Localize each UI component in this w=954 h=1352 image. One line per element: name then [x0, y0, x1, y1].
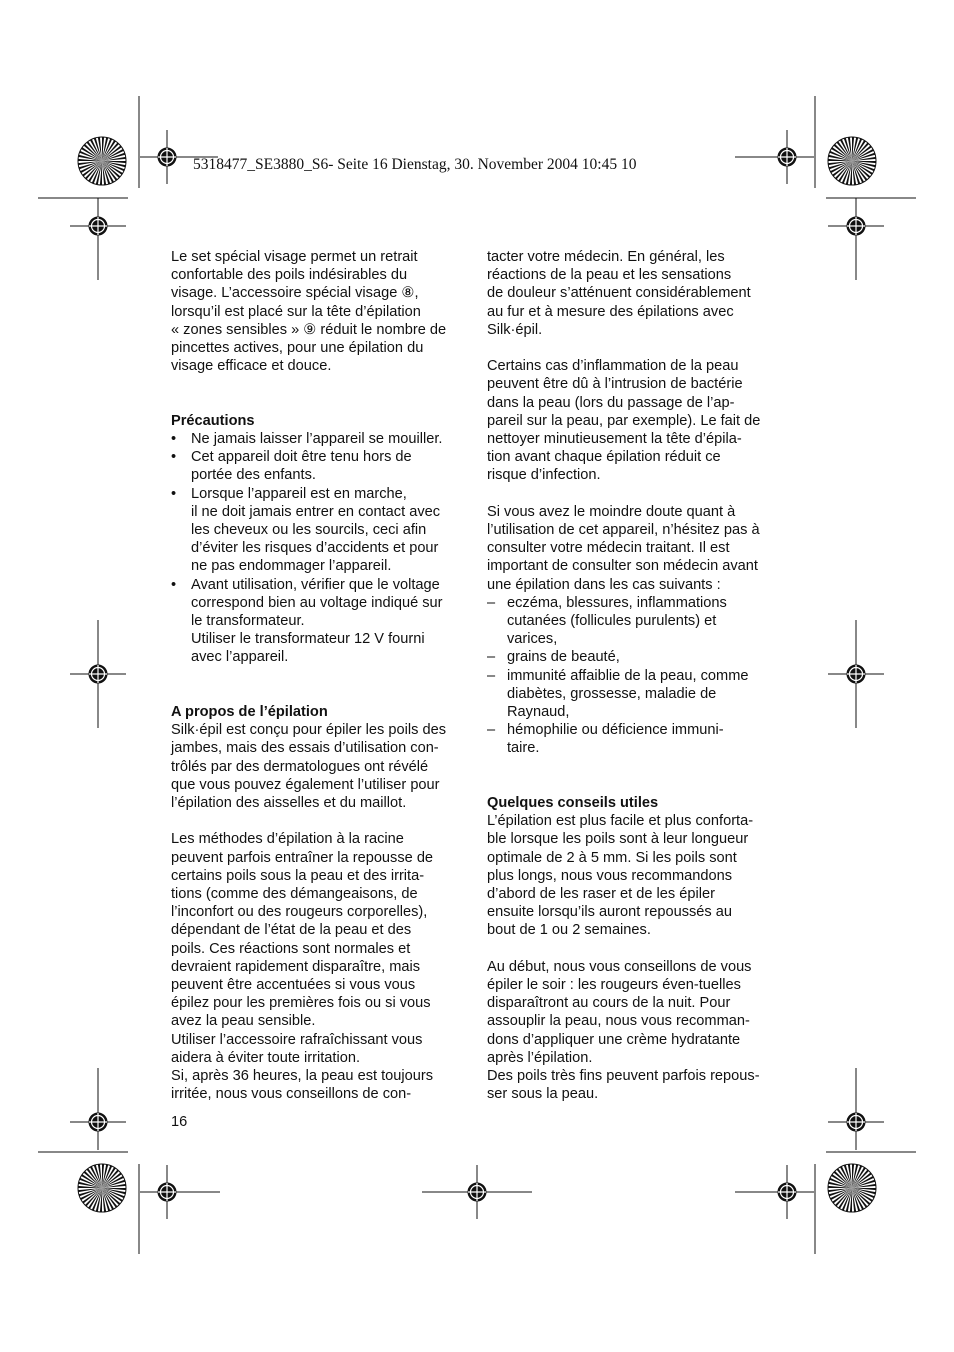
text-line: dans la peau (lors du passage de l’ap- — [487, 394, 735, 411]
text-line: confortable des poils indésirables du — [171, 267, 408, 284]
text-line: avec l’appareil. — [191, 649, 289, 666]
bullet-marker: • — [171, 431, 177, 448]
registration-crosshair-icon — [828, 646, 884, 702]
text-line: eczéma, blessures, inflammations — [507, 594, 727, 611]
registration-crosshair-icon — [760, 130, 814, 184]
text-line: visage efficace et douce. — [171, 358, 332, 375]
conditions-list — [487, 594, 789, 758]
text-line: le transformateur. — [191, 613, 305, 630]
registration-crosshair-icon — [450, 1165, 504, 1219]
list-item — [487, 667, 789, 722]
text-line: peuvent parfois entraîner la repousse de — [171, 849, 434, 866]
section-heading-about: A propos de l’épilation — [171, 704, 328, 721]
page-number: 16 — [171, 1114, 188, 1130]
text-line: nettoyer minutieusement la tête d’épila- — [487, 431, 742, 448]
tips-paragraph-1 — [487, 812, 789, 939]
list-item — [171, 485, 471, 576]
paragraph-1 — [487, 248, 789, 339]
text-line: consulter votre médecin traitant. Il est — [487, 540, 730, 557]
text-line: cutanées (follicules purulents) et — [507, 613, 717, 630]
text-line: l’épilation des aisselles et du maillot. — [171, 795, 407, 812]
text-line: Cet appareil doit être tenu hors de — [191, 449, 412, 466]
text-line: devraient rapidement disparaître, mais — [171, 958, 421, 975]
tips-paragraph-2 — [487, 958, 789, 1104]
text-line: épilez pour les premières fois ou si vous — [171, 995, 431, 1012]
text-line: bout de 1 ou 2 semaines. — [487, 922, 651, 939]
text-line: visage. L’accessoire spécial visage ⑧, — [171, 285, 419, 302]
text-line: d’éviter les risques d’accidents et pour — [191, 540, 439, 557]
about-paragraph-2 — [171, 830, 471, 1103]
section-heading-precautions: Précautions — [171, 412, 255, 429]
text-line: assouplir la peau, nous vous recomman- — [487, 1013, 750, 1030]
text-line: Silk·épil. — [487, 321, 543, 338]
text-line: ble lorsque les poils sont à leur longueur — [487, 831, 749, 848]
bullet-marker: • — [171, 485, 177, 502]
text-line: L’épilation est plus facile et plus conforta- — [487, 813, 754, 830]
text-line: important de consulter son médecin avant — [487, 558, 758, 575]
text-line: les cheveux ou les sourcils, ceci afin — [191, 522, 427, 539]
text-line: jambes, mais des essais d’utilisation con- — [171, 740, 439, 757]
text-line: de douleur s’atténuent considérablement — [487, 285, 751, 302]
bullet-marker: • — [171, 449, 177, 466]
text-line: Si, après 36 heures, la peau est toujours — [171, 1068, 434, 1085]
text-line: irritée, nous vous conseillons de con- — [171, 1086, 412, 1103]
registration-crosshair-icon — [70, 1094, 126, 1150]
list-item — [487, 648, 789, 666]
text-line: réactions de la peau et les sensations — [487, 267, 732, 284]
text-line: Raynaud, — [507, 704, 570, 721]
text-line: dépendant de l’état de la peau et des — [171, 922, 412, 939]
registration-crosshair-icon — [70, 198, 126, 254]
text-line: que vous pouvez également l’utiliser pour — [171, 776, 440, 793]
text-line: poils. Ces réactions sont normales et — [171, 940, 411, 957]
list-item — [171, 430, 471, 448]
text-line: tacter votre médecin. En général, les — [487, 249, 725, 265]
text-line: tion avant chaque épilation réduit ce — [487, 449, 721, 466]
text-line: Le set spécial visage permet un retrait — [171, 249, 418, 265]
dash-marker: – — [487, 594, 496, 611]
bullet-marker: • — [171, 576, 177, 593]
text-line: correspond bien au voltage indiqué sur — [191, 594, 443, 611]
text-line: Les méthodes d’épilation à la racine — [171, 831, 404, 848]
text-line: diabètes, grossesse, maladie de — [507, 685, 717, 702]
list-item — [171, 576, 471, 667]
list-item — [487, 594, 789, 649]
dash-marker: – — [487, 667, 496, 684]
starburst-wheel-icon — [78, 137, 126, 185]
text-line: pareil sur la peau, par exemple). Le fait de — [487, 412, 761, 429]
text-line: avez la peau sensible. — [171, 1013, 316, 1030]
text-line: l’utilisation de cet appareil, n’hésitez pas à — [487, 522, 760, 539]
text-line: trôlés par des dermatologues ont révélé — [171, 758, 429, 775]
text-line: Des poils très fins peuvent parfois repous- — [487, 1068, 760, 1085]
list-item — [487, 721, 789, 757]
text-line: risque d’infection. — [487, 467, 601, 484]
registration-crosshair-icon — [760, 1165, 814, 1219]
text-line: grains de beauté, — [507, 649, 620, 666]
registration-crosshair-icon — [828, 198, 884, 254]
left-column — [171, 248, 471, 1104]
text-line: ne pas endommager l’appareil. — [191, 558, 392, 575]
registration-crosshair-icon — [140, 1165, 194, 1219]
text-line: immunité affaiblie de la peau, comme — [507, 667, 749, 684]
section-heading-tips: Quelques conseils utiles — [487, 795, 659, 812]
paragraph-2 — [487, 357, 789, 484]
text-line: optimale de 2 à 5 mm. Si les poils sont — [487, 849, 737, 866]
text-line: Avant utilisation, vérifier que le voltage — [191, 576, 440, 593]
dash-marker: – — [487, 649, 496, 666]
text-line: Certains cas d’inflammation de la peau — [487, 358, 739, 375]
text-line: une épilation dans les cas suivants : — [487, 576, 721, 593]
text-line: Silk·épil est conçu pour épiler les poils des — [171, 722, 446, 739]
text-line: Utiliser l’accessoire rafraîchissant vous — [171, 1031, 423, 1048]
list-item — [171, 448, 471, 484]
text-line: épiler le soir : les rougeurs éven-tuelles — [487, 977, 741, 994]
print-header: 5318477_SE3880_S6- Seite 16 Dienstag, 30. November 2004 10:45 10 — [193, 156, 637, 173]
text-line: ensuite lorsqu’ils auront repoussés au — [487, 904, 732, 921]
text-line: l’inconfort ou des rougeurs corporelles), — [171, 904, 428, 921]
precautions-list — [171, 430, 471, 667]
about-paragraph-1 — [171, 721, 471, 812]
text-line: Ne jamais laisser l’appareil se mouiller. — [191, 431, 443, 448]
registration-crosshair-icon — [140, 130, 194, 184]
text-line: Au début, nous vous conseillons de vous — [487, 958, 752, 975]
starburst-wheel-icon — [828, 137, 876, 185]
text-line: Lorsque l’appareil est en marche, — [191, 485, 407, 502]
text-line: Si vous avez le moindre doute quant à — [487, 503, 736, 520]
text-line: varices, — [507, 631, 558, 648]
text-line: ser sous la peau. — [487, 1086, 599, 1103]
text-line: aidera à éviter toute irritation. — [171, 1049, 361, 1066]
right-column — [487, 248, 789, 1103]
text-line: certains poils sous la peau et des irrita- — [171, 867, 425, 884]
intro-paragraph — [171, 248, 471, 375]
dash-marker: – — [487, 722, 496, 739]
text-line: Utiliser le transformateur 12 V fourni — [191, 631, 425, 648]
registration-crosshair-icon — [70, 646, 126, 702]
text-line: lorsqu’il est placé sur la tête d’épilation — [171, 303, 421, 320]
text-line: taire. — [507, 740, 540, 757]
text-line: dons d’appliquer une crème hydratante — [487, 1031, 741, 1048]
text-line: tions (comme des démangeaisons, de — [171, 886, 418, 903]
text-line: portée des enfants. — [191, 467, 316, 484]
text-line: hémophilie ou déficience immuni- — [507, 722, 724, 739]
starburst-wheel-icon — [828, 1164, 876, 1212]
starburst-wheel-icon — [78, 1164, 126, 1212]
text-line: peuvent être dû à l’intrusion de bactérie — [487, 376, 743, 393]
text-line: disparaîtront au cours de la nuit. Pour — [487, 995, 731, 1012]
text-line: après l’épilation. — [487, 1049, 593, 1066]
text-line: d’abord de les raser et de les épiler — [487, 886, 715, 903]
text-line: « zones sensibles » ⑨ réduit le nombre de — [171, 321, 447, 338]
registration-crosshair-icon — [828, 1094, 884, 1150]
text-line: pincettes actives, pour une épilation du — [171, 340, 424, 357]
paragraph-3 — [487, 503, 789, 594]
text-line: peuvent être accentuées si vous vous — [171, 977, 416, 994]
text-line: au fur et à mesure des épilations avec — [487, 303, 734, 320]
text-line: plus longs, nous vous recommandons — [487, 867, 732, 884]
text-line: il ne doit jamais entrer en contact avec — [191, 503, 441, 520]
